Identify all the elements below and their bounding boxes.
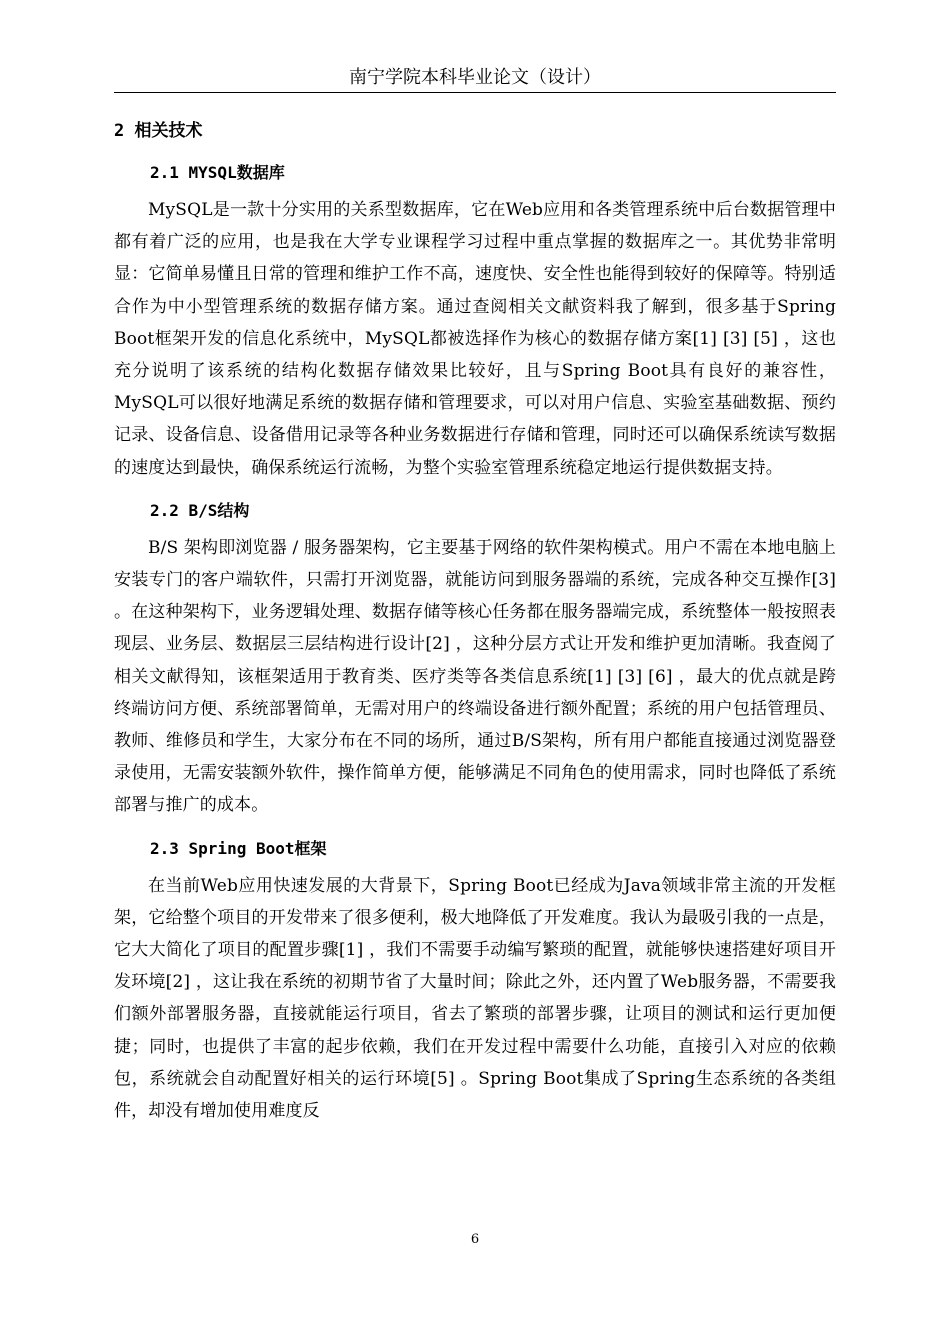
section-paragraph-2-1: MySQL是一款十分实用的关系型数据库，它在Web应用和各类管理系统中后台数据管理中都有着广泛的应用，也是我在大学专业课程学习过程中重点掌握的数据库之一。其优势非常明显：它简单易懂且日常的管理和维护工作不高，速度快、安全性也能得到较好的保障等。特别适合作为中小型管理系统的数据存储方案。通过查阅相关文献资料我了解到，很多基于Spring Boot框架开发的信息化系统中，MySQL都被选择作为核心的数据存储方案[1] [3] [5] ，这也充分说明了该系统的结构化数据存储效果比较好，且与Spring Boot具有良好的兼容性，MySQL可以很好地满足系统的数据存储和管理要求，可以对用户信息、实验室基础数据、预约记录、设备信息、设备借用记录等各种业务数据进行存储和管理，同时还可以确保系统读写数据的速度达到最快，确保系统运行流畅，为整个实验室管理系统稳定地运行提供数据支持。	[114, 200, 836, 478]
page-number: 6	[470, 1232, 480, 1247]
section-heading-2-2: 2.2 B/S结构	[150, 500, 250, 520]
chapter-heading: 2 相关技术	[114, 121, 203, 141]
running-header: 南宁学院本科毕业论文（设计）	[349, 67, 601, 88]
section-heading-2-1: 2.1 MYSQL数据库	[150, 163, 285, 182]
section-paragraph-2-2: B/S 架构即浏览器 / 服务器架构，它主要基于网络的软件架构模式。用户不需在本地电脑上安装专门的客户端软件，只需打开浏览器，就能访问到服务器端的系统，完成各种交互操作[3] 。在这种架构下，业务逻辑处理、数据存储等核心任务都在服务器端完成，系统整体一般按照表现层、业务层、数据层三层结构进行设计[2] ，这种分层方式让开发和维护更加清晰。我查阅了相关文献得知，该框架适用于教育类、医疗类等各类信息系统[1] [3] [6] ，最大的优点就是跨终端访问方便、系统部署简单，无需对用户的终端设备进行额外配置；系统的用户包括管理员、教师、维修员和学生，大家分布在不同的场所，通过B/S架构，所有用户都能直接通过浏览器登录使用，无需安装额外软件，操作简单方便，能够满足不同角色的使用需求，同时也降低了系统部署与推广的成本。	[114, 537, 836, 816]
section-paragraph-2-3: 在当前Web应用快速发展的大背景下，Spring Boot已经成为Java领域非常主流的开发框架，它给整个项目的开发带来了很多便利，极大地降低了开发难度。我认为最吸引我的一点是，它大大简化了项目的配置步骤[1] ，我们不需要手动编写繁琐的配置，就能够快速搭建好项目开发环境[2] ，这让我在系统的初期节省了大量时间；除此之外，还内置了Web服务器，不需要我们额外部署服务器，直接就能运行项目，省去了繁琐的部署步骤，让项目的测试和运行更加便捷；同时，也提供了丰富的起步依赖，我们在开发过程中需要什么功能，直接引入对应的依赖包，系统就会自动配置好相关的运行环境[5] 。Spring Boot集成了Spring生态系统的各类组件，却没有增加使用难度反	[114, 875, 836, 1122]
page-content	[114, 118, 836, 1141]
section-heading-2-3: 2.3 Spring Boot框架	[150, 838, 327, 858]
header-rule	[114, 92, 836, 93]
